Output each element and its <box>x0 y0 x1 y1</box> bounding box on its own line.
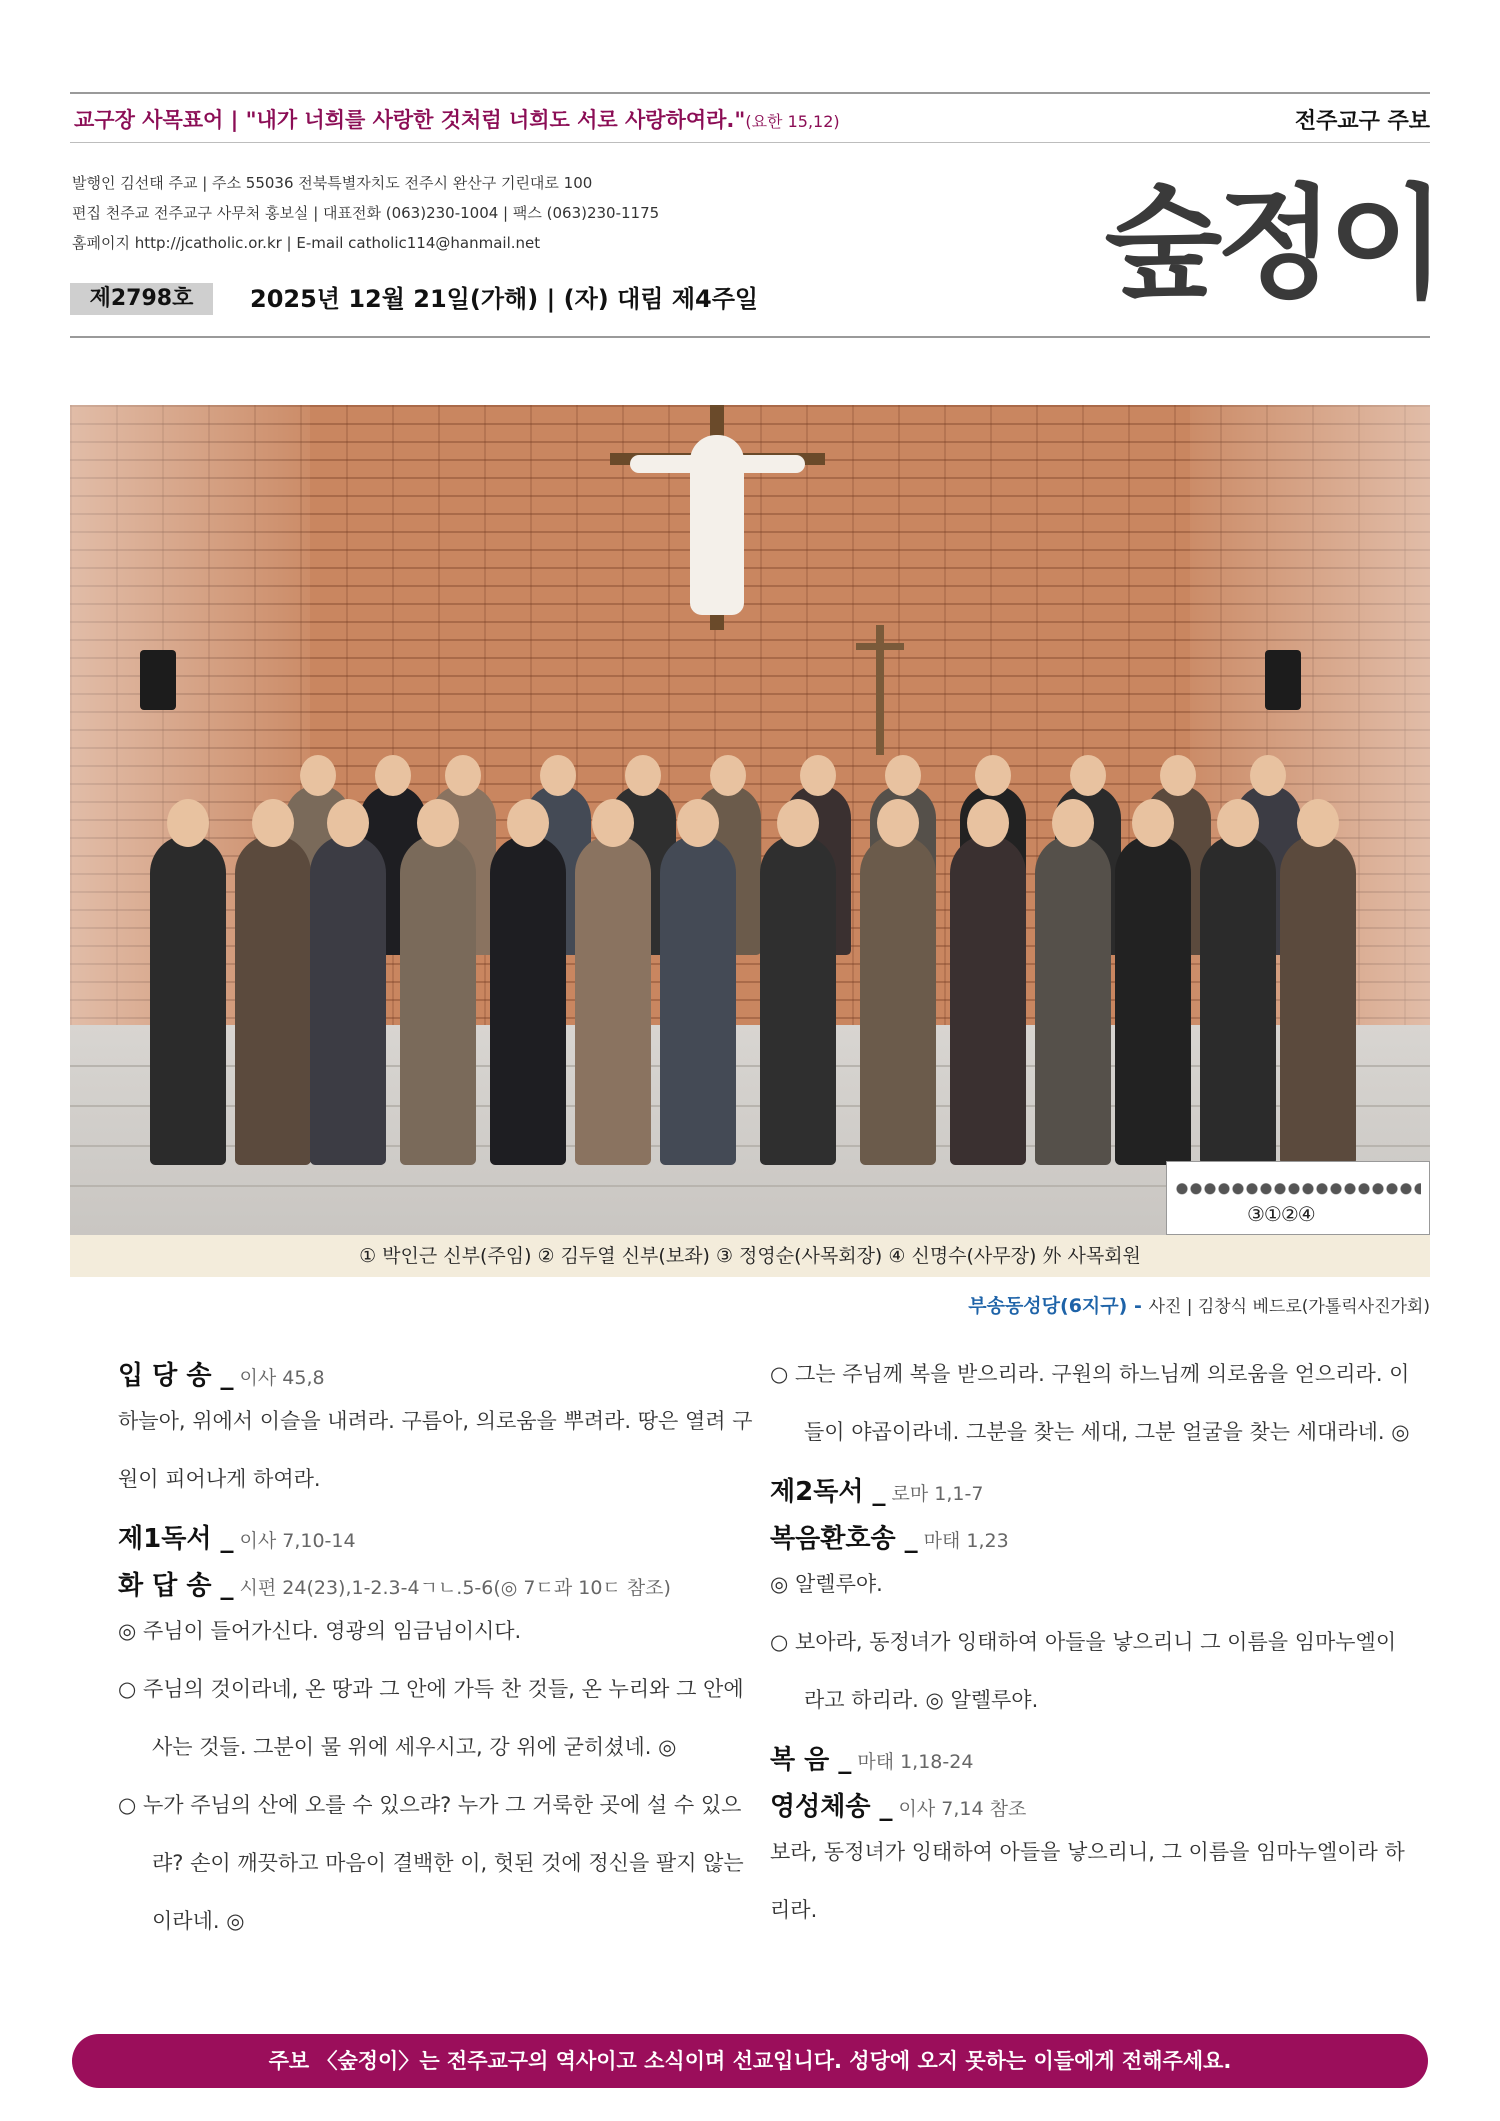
person-figure <box>1280 835 1356 1165</box>
liturgy-heading <box>770 1471 1410 1508</box>
liturgy-title: 제2독서 _ <box>770 1477 886 1507</box>
person-head <box>677 799 719 847</box>
person-head <box>507 799 549 847</box>
photo-credit <box>900 1291 1430 1318</box>
person-head <box>252 799 294 847</box>
motto-prefix: 교구장 사목표어 | <box>74 108 246 132</box>
liturgy-title: 복 음 _ <box>770 1745 852 1775</box>
church-name: 부송동성당(6지구) <box>968 1295 1128 1317</box>
speaker-left <box>140 650 176 710</box>
person-figure <box>1035 835 1111 1165</box>
person-head <box>877 799 919 847</box>
liturgy-text: ○ 보아라, 동정녀가 잉태하여 아들을 낳으리니 그 이름을 임마누엘이라고 하리라. ◎ 알렐루야. <box>770 1630 1397 1712</box>
person-figure <box>575 835 651 1165</box>
person-head <box>1132 799 1174 847</box>
liturgy-text: 보라, 동정녀가 잉태하여 아들을 낳으리니, 그 이름을 임마누엘이라 하리라. <box>770 1840 1405 1922</box>
issue-number: 제2798호 <box>70 283 213 315</box>
legend-numbers: ③①②④ <box>1247 1202 1315 1226</box>
crowd-silhouette <box>1175 1180 1421 1202</box>
person-head <box>967 799 1009 847</box>
issue-date: 2025년 12월 21일(가해) | (자) 대림 제4주일 <box>250 285 759 313</box>
credit-separator: - <box>1127 1295 1149 1317</box>
person-head <box>625 755 661 796</box>
liturgy-text: ○ 그는 주님께 복을 받으리라. 구원의 하느님께 의로움을 얻으리라. 이들이 야곱이라네. 그분을 찾는 세대, 그분 얼굴을 찾는 세대라네. ◎ <box>770 1362 1410 1444</box>
person-head <box>540 755 576 796</box>
person-figure <box>760 835 836 1165</box>
liturgy-heading <box>770 1518 1410 1555</box>
weekly-name: 전주교구 주보 <box>1294 109 1430 134</box>
liturgy-column-right <box>770 1345 1410 1939</box>
liturgy-reference: 시편 24(23),1-2.3-4ㄱㄴ.5-6(◎ 7ㄷ과 10ㄷ 참조) <box>239 1577 671 1599</box>
photo-caption: ① 박인근 신부(주임) ② 김두열 신부(보좌) ③ 정영순(사목회장) ④ 신명수(사무장) 外 사목회원 <box>70 1235 1430 1277</box>
person-head <box>800 755 836 796</box>
person-head <box>300 755 336 796</box>
liturgy-entry <box>118 1518 758 1555</box>
person-figure <box>150 835 226 1165</box>
person-figure <box>660 835 736 1165</box>
person-head <box>1297 799 1339 847</box>
motto-reference: (요한 15,12) <box>745 112 840 131</box>
liturgy-entry <box>770 1518 1410 1729</box>
liturgy-title: 제1독서 _ <box>118 1524 234 1554</box>
person-head <box>710 755 746 796</box>
person-head <box>885 755 921 796</box>
liturgy-reference: 이사 7,10-14 <box>239 1530 356 1552</box>
small-crucifix-beam <box>856 643 904 650</box>
masthead-logo: 숲정이 <box>1104 171 1440 315</box>
liturgy-reference: 이사 7,14 참조 <box>898 1798 1027 1820</box>
bishop-motto <box>74 104 840 134</box>
person-head <box>445 755 481 796</box>
liturgy-title: 복음환호송 _ <box>770 1524 918 1554</box>
person-figure <box>490 835 566 1165</box>
liturgy-entry <box>118 1355 758 1508</box>
liturgy-title: 화 답 송 _ <box>118 1571 234 1601</box>
liturgy-reference: 마태 1,18-24 <box>857 1751 974 1773</box>
publisher-line: 발행인 김선태 주교 | 주소 55036 전북특별자치도 전주시 완산구 기린대로 100 <box>72 174 593 192</box>
editor-line: 편집 천주교 전주교구 사무처 홍보실 | 대표전화 (063)230-1004 | 팩스 (063)230-1175 <box>72 204 660 222</box>
liturgy-entry <box>770 1739 1410 1776</box>
person-figure <box>1200 835 1276 1165</box>
liturgy-text: ◎ 알렐루야. <box>770 1572 883 1596</box>
person-head <box>975 755 1011 796</box>
group-photo <box>70 405 1430 1235</box>
person-head <box>777 799 819 847</box>
christ-figure <box>690 435 744 615</box>
header-bottom-rule <box>70 336 1430 338</box>
person-figure <box>860 835 936 1165</box>
liturgy-column-left <box>118 1345 758 1950</box>
person-head <box>1160 755 1196 796</box>
speaker-right <box>1265 650 1301 710</box>
liturgy-text: ◎ 주님이 들어가신다. 영광의 임금님이시다. <box>118 1619 522 1643</box>
footer-message: 주보 〈숲정이〉는 전주교구의 역사이고 소식이며 선교입니다. 성당에 오지 못하는 이들에게 전해주세요. <box>72 2034 1428 2088</box>
liturgy-title: 입 당 송 _ <box>118 1361 234 1391</box>
liturgy-entry <box>770 1786 1410 1939</box>
person-head <box>1052 799 1094 847</box>
web-line: 홈페이지 http://jcatholic.or.kr | E-mail catholic114@hanmail.net <box>72 234 541 252</box>
person-head <box>375 755 411 796</box>
person-head <box>1070 755 1106 796</box>
liturgy-reference: 이사 45,8 <box>239 1367 325 1389</box>
person-head <box>1250 755 1286 796</box>
person-figure <box>950 835 1026 1165</box>
person-head <box>417 799 459 847</box>
liturgy-text: ○ 주님의 것이라네, 온 땅과 그 안에 가득 찬 것들, 온 누리와 그 안에 사는 것들. 그분이 물 위에 세우시고, 강 위에 굳히셨네. ◎ <box>118 1677 744 1759</box>
liturgy-heading <box>770 1739 1410 1776</box>
liturgy-reference: 마태 1,23 <box>923 1530 1009 1552</box>
person-figure <box>1115 835 1191 1165</box>
person-figure <box>235 835 311 1165</box>
liturgy-text: 하늘아, 위에서 이슬을 내려라. 구름아, 의로움을 뿌려라. 땅은 열려 구원이 피어나게 하여라. <box>118 1409 753 1491</box>
header-rule <box>70 142 1430 143</box>
liturgy-heading <box>118 1518 758 1555</box>
person-head <box>1217 799 1259 847</box>
person-head <box>327 799 369 847</box>
photographer: 사진 | 김창식 베드로(가톨릭사진가회) <box>1148 1297 1430 1317</box>
liturgy-heading <box>118 1565 758 1602</box>
person-head <box>167 799 209 847</box>
liturgy-heading <box>118 1355 758 1392</box>
header-top-rule <box>70 92 1430 94</box>
liturgy-entry <box>118 1565 758 1950</box>
motto-quote: "내가 너희를 사랑한 것처럼 너희도 서로 사랑하여라." <box>245 108 746 132</box>
liturgy-entry <box>770 1471 1410 1508</box>
photo-legend-inset <box>1166 1161 1430 1235</box>
liturgy-entry <box>770 1345 1410 1461</box>
liturgy-reference: 로마 1,1-7 <box>891 1483 984 1505</box>
person-figure <box>310 835 386 1165</box>
liturgy-title: 영성체송 _ <box>770 1792 893 1822</box>
liturgy-heading <box>770 1786 1410 1823</box>
liturgy-text: ○ 누가 주님의 산에 오를 수 있으랴? 누가 그 거룩한 곳에 설 수 있으랴? 손이 깨끗하고 마음이 결백한 이, 헛된 것에 정신을 팔지 않는 이라네. ◎ <box>118 1793 744 1933</box>
person-figure <box>400 835 476 1165</box>
person-head <box>592 799 634 847</box>
